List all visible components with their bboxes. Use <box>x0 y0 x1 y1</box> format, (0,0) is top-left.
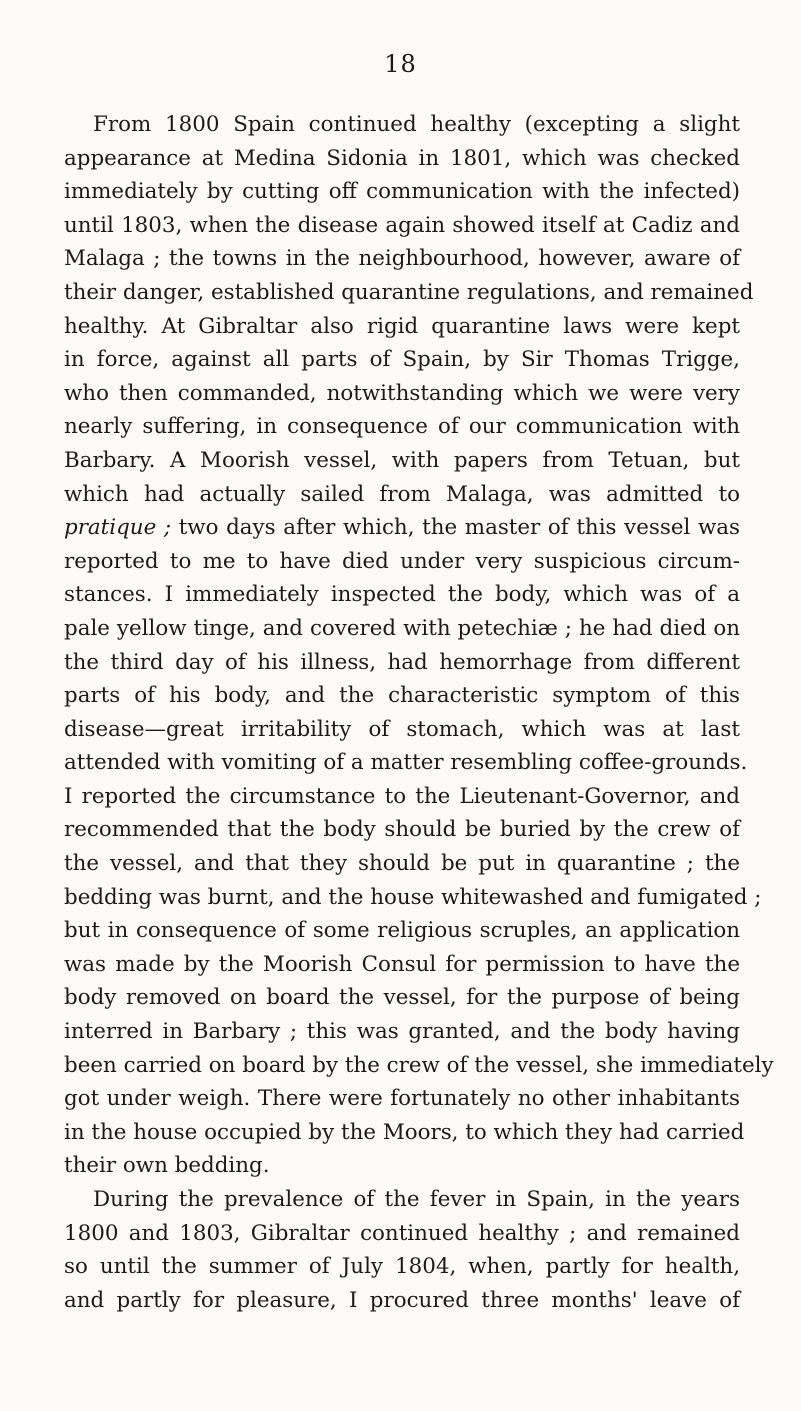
text-line: I reported the circumstance to the Lieutenant-Governor, and <box>64 783 740 809</box>
italic-term: pratique ; <box>64 515 172 541</box>
text-line: healthy. At Gibraltar also rigid quarantine laws were kept <box>64 313 740 339</box>
text-line: who then commanded, notwithstanding which we were very <box>64 380 740 406</box>
text-line: in the house occupied by the Moors, to which they had carried <box>64 1119 745 1145</box>
text-line: in force, against all parts of Spain, by Sir Thomas Trigge, <box>64 347 740 373</box>
page-number: 18 <box>384 50 417 78</box>
text-line: the vessel, and that they should be put in quarantine ; the <box>64 851 740 877</box>
text-line: From 1800 Spain continued healthy (excepting a slight <box>93 112 740 137</box>
text-line: Barbary. A Moorish vessel, with papers from Tetuan, but <box>64 447 740 473</box>
text-line: disease—great irritability of stomach, which was at last <box>64 716 740 742</box>
paragraph-2 <box>64 1183 740 1317</box>
text-line: immediately by cutting off communication with the infected) <box>64 179 740 205</box>
text-line: so until the summer of July 1804, when, partly for health, <box>64 1254 740 1280</box>
text-line: interred in Barbary ; this was granted, and the body having <box>64 1019 740 1045</box>
text-line: until 1803, when the disease again showed itself at Cadiz and <box>64 212 740 238</box>
text-line: the third day of his illness, had hemorrhage from different <box>64 649 740 675</box>
text-line: but in consequence of some religious scruples, an application <box>64 918 740 944</box>
text-line: appearance at Medina Sidonia in 1801, which was checked <box>64 145 740 171</box>
text-line <box>64 511 740 545</box>
text-line: got under weigh. There were fortunately no other inhabitants <box>64 1086 740 1112</box>
text-line: pale yellow tinge, and covered with petechiæ ; he had died on <box>64 615 740 641</box>
text-line-rest: two days after which, the master of this vessel was <box>171 515 740 541</box>
text-line: body removed on board the vessel, for the purpose of being <box>64 985 740 1011</box>
text-line: bedding was burnt, and the house whitewashed and fumigated ; <box>64 884 762 910</box>
paragraph-1 <box>64 108 774 1183</box>
text-line: been carried on board by the crew of the vessel, she immediately <box>64 1052 774 1078</box>
text-line: reported to me to have died under very suspicious circum- <box>64 548 740 574</box>
text-line: 1800 and 1803, Gibraltar continued healthy ; and remained <box>64 1220 740 1246</box>
text-line: and partly for pleasure, I procured three months' leave of <box>64 1287 740 1313</box>
body-text <box>64 108 774 1317</box>
text-line: their own bedding. <box>64 1153 270 1179</box>
text-line: nearly suffering, in consequence of our communication with <box>64 414 740 440</box>
text-line: During the prevalence of the fever in Spain, in the years <box>93 1187 740 1212</box>
text-line: recommended that the body should be buried by the crew of <box>64 817 740 843</box>
text-line: parts of his body, and the characteristic symptom of this <box>64 683 740 709</box>
text-line: Malaga ; the towns in the neighbourhood, however, aware of <box>64 246 740 272</box>
text-line: their danger, established quarantine regulations, and remained <box>64 279 754 305</box>
text-line: stances. I immediately inspected the body, which was of a <box>64 582 740 608</box>
text-line: was made by the Moorish Consul for permission to have the <box>64 951 740 977</box>
text-line: which had actually sailed from Malaga, was admitted to <box>64 481 740 507</box>
text-line: attended with vomiting of a matter resembling coffee-grounds. <box>64 750 748 776</box>
